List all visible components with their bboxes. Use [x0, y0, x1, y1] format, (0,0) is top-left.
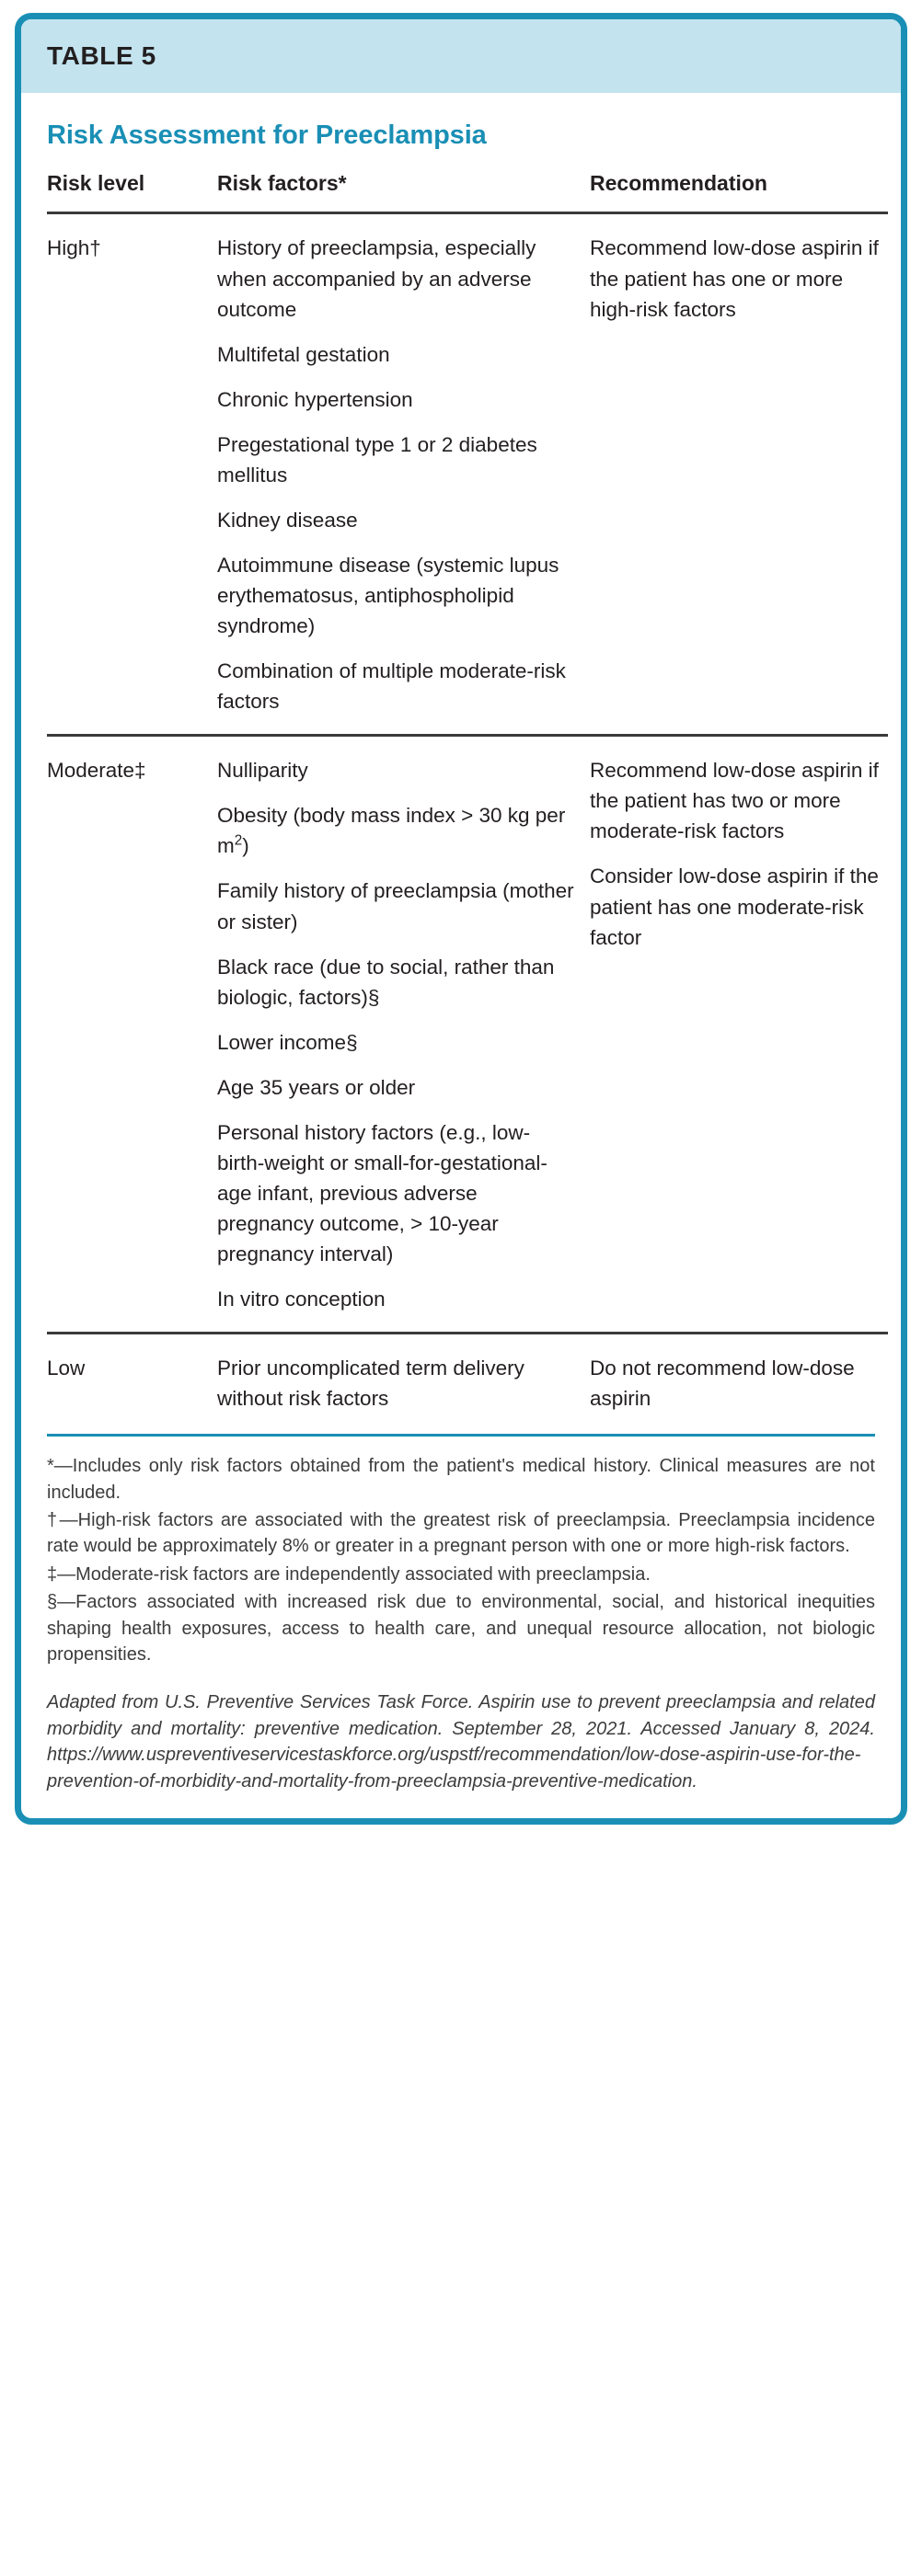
- list-item: In vitro conception: [217, 1288, 386, 1311]
- risk-factor-list: [217, 1353, 577, 1414]
- table-header-row: [47, 171, 888, 212]
- spacer-row: [47, 716, 888, 735]
- table-row-group-high: [47, 212, 888, 735]
- list-item: Family history of preeclampsia (mother or sister): [217, 879, 574, 933]
- table-row: [47, 755, 888, 1314]
- recommendation-cell: [590, 755, 888, 1314]
- spacer-row: [47, 212, 888, 233]
- footnote-double-dagger: ‡—Moderate-risk factors are independently associated with preeclampsia.: [47, 1563, 651, 1585]
- list-item: History of preeclampsia, especially when accompanied by an adverse outcome: [217, 236, 536, 321]
- list-item: [217, 800, 577, 861]
- table-header: [47, 171, 888, 212]
- recommendation-text: Recommend low-dose aspirin if the patient has two or more moderate-risk factors: [590, 759, 879, 843]
- spacer-row: [47, 1314, 888, 1333]
- risk-factor-list: [217, 233, 577, 716]
- list-item: Combination of multiple moderate-risk factors: [217, 659, 566, 714]
- list-item: Nulliparity: [217, 759, 308, 783]
- risk-level-label: Moderate‡: [47, 759, 146, 783]
- table-banner: [21, 19, 901, 93]
- footnote-dagger: †—High-risk factors are associated with the greatest risk of preeclampsia. Preeclampsia incidence rate would be approximately 8% or greater in a pregnant person with one or more high-risk factors.: [47, 1510, 875, 1557]
- column-header-risk-factors: Risk factors*: [217, 171, 347, 196]
- table-body: [21, 93, 901, 1437]
- risk-factors-cell: [217, 233, 590, 716]
- list-item: Autoimmune disease (systemic lupus erythematosus, antiphospholipid syndrome): [217, 553, 559, 638]
- spacer-cell: [47, 1333, 888, 1353]
- table-card: [15, 13, 907, 1825]
- risk-level-label: High†: [47, 236, 101, 260]
- footnote-section: §—Factors associated with increased risk due to environmental, social, and historical inequities shaping health exposures, access to health care, and unequal resource allocation, not biologic propensities.: [47, 1592, 875, 1666]
- page-title: Risk Assessment for Preeclampsia: [47, 120, 487, 150]
- spacer-row: [47, 1333, 888, 1353]
- list-item: Chronic hypertension: [217, 387, 413, 411]
- table-row-group-low: [47, 1333, 888, 1414]
- risk-level-cell: [47, 755, 217, 1314]
- footnotes: [21, 1437, 901, 1677]
- list-item: Personal history factors (e.g., low-birth-weight or small-for-gestational-age infant, previous adverse pregnancy outcome, > 10-year pregnancy interval): [217, 1120, 547, 1266]
- spacer-cell: [47, 716, 888, 735]
- list-item-label: Obesity (body mass index > 30 kg per $m^2$): [217, 804, 566, 858]
- list-item: Lower income§: [217, 1030, 358, 1054]
- spacer-cell: [47, 735, 888, 755]
- risk-factors-cell: [217, 1353, 590, 1414]
- table-number-label: TABLE 5: [47, 41, 156, 70]
- list-item: Multifetal gestation: [217, 342, 390, 366]
- risk-level-label: Low: [47, 1357, 86, 1380]
- risk-level-cell: [47, 233, 217, 716]
- table-row-group-moderate: [47, 735, 888, 1333]
- table-row: [47, 1353, 888, 1414]
- list-item: Prior uncomplicated term delivery without risk factors: [217, 1357, 524, 1411]
- list-item: Age 35 years or older: [217, 1075, 416, 1099]
- source-attribution-text: Adapted from U.S. Preventive Services Task Force. Aspirin use to prevent preeclampsia and related morbidity and mortality: preventive medication. September 28, 2021. Accessed January 8, 2024. https://www.uspreventiveservicestaskforce.org/uspstf/recommendation/low-dose-aspirin-use-for-the-prevention-of-morbidity-and-mortality-from-preeclampsia-preventive-medication.: [47, 1692, 875, 1792]
- risk-factor-list: [217, 755, 577, 1314]
- column-header-risk-level: Risk level: [47, 171, 145, 196]
- spacer-cell: [47, 1314, 888, 1333]
- list-item: Kidney disease: [217, 508, 358, 532]
- list-item: Black race (due to social, rather than biologic, factors)§: [217, 955, 555, 1009]
- column-header-recommendation: Recommendation: [590, 171, 767, 196]
- recommendation-cell: [590, 1353, 888, 1414]
- footnote-asterisk: *—Includes only risk factors obtained from the patient's medical history. Clinical measures are not included.: [47, 1456, 875, 1503]
- spacer-row: [47, 735, 888, 755]
- risk-factors-cell: [217, 755, 590, 1314]
- spacer-cell: [47, 212, 888, 233]
- risk-level-cell: [47, 1353, 217, 1414]
- recommendation-text: Recommend low-dose aspirin if the patient has one or more high-risk factors: [590, 236, 879, 321]
- recommendation-text: Consider low-dose aspirin if the patient has one moderate-risk factor: [590, 864, 879, 949]
- recommendation-cell: [590, 233, 888, 716]
- risk-assessment-table: [47, 171, 888, 1414]
- table-row: [47, 233, 888, 716]
- recommendation-text: Do not recommend low-dose aspirin: [590, 1357, 855, 1411]
- list-item: Pregestational type 1 or 2 diabetes mellitus: [217, 432, 537, 487]
- source-attribution: [21, 1677, 901, 1818]
